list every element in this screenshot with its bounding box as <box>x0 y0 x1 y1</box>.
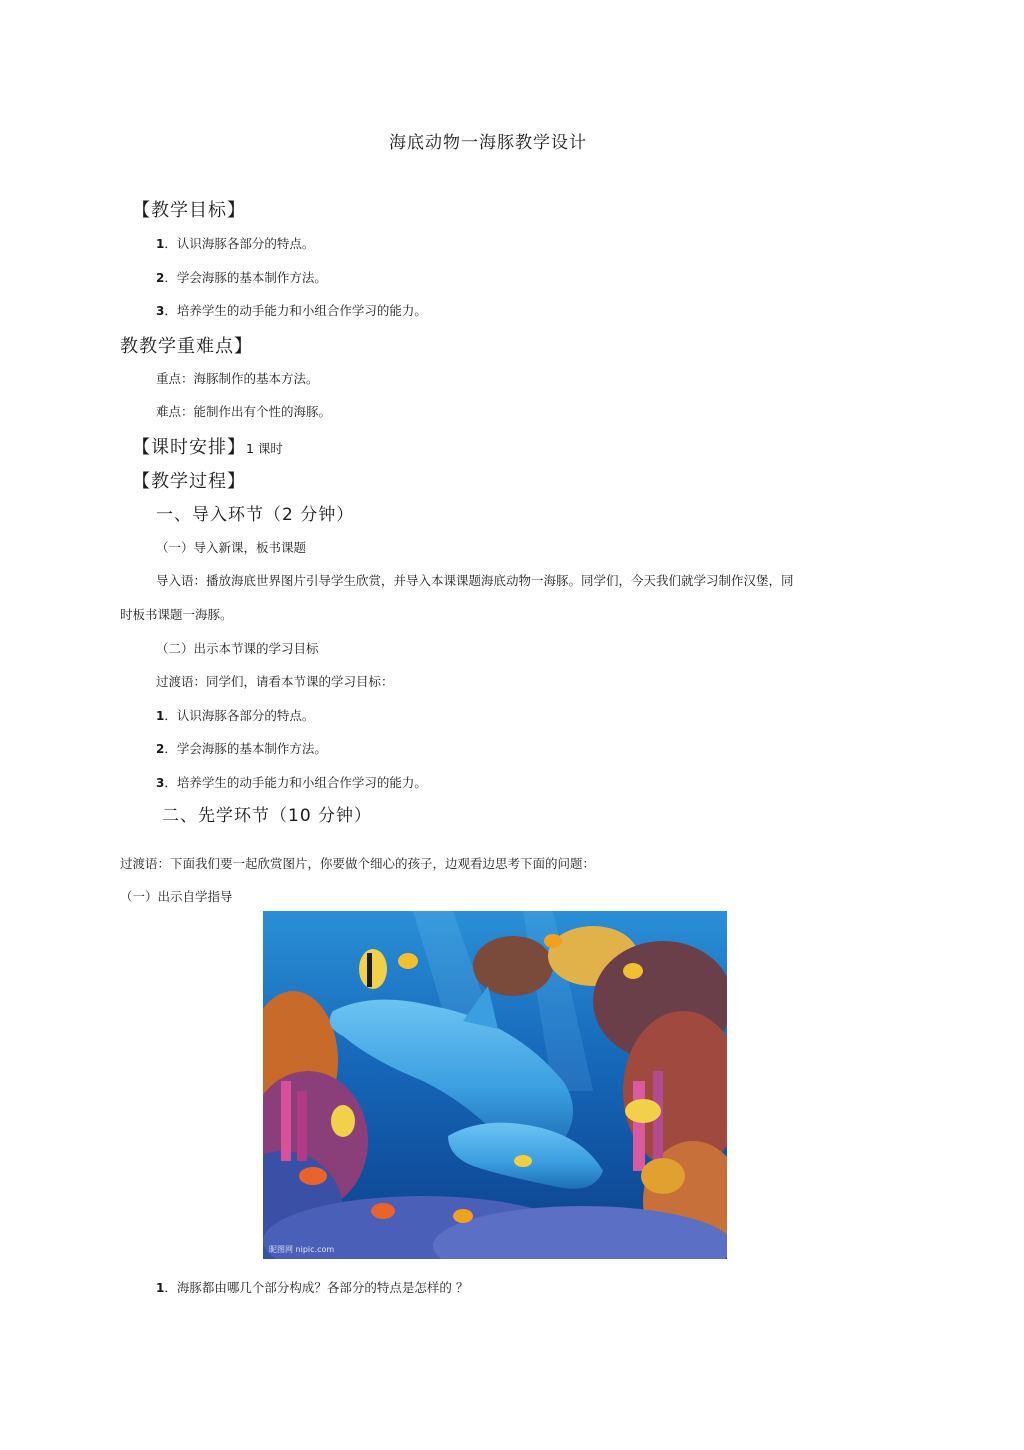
objectives-heading: 【教学目标】 <box>132 200 246 221</box>
section2-transition: 过渡语：下面我们要一起欣赏图片，你要做个细心的孩子，边观看边思考下面的问题： <box>120 856 596 871</box>
intro-line-1: 导入语：播放海底世界图片引导学生欣赏，并导入本课课题海底动物一海豚。同学们，今天我们就学习制作汉堡，同 <box>156 573 794 588</box>
section1-sub2: （二）出示本节课的学习目标 <box>156 641 319 656</box>
section1-transition: 过渡语：同学们，请看本节课的学习目标： <box>156 674 394 689</box>
document-title: 海底动物一海豚教学设计 <box>389 133 587 153</box>
goal-item-1: 1．认识海豚各部分的特点。 <box>156 708 315 723</box>
section2-sub1: （一）出示自学指导 <box>120 889 233 904</box>
ocean-dolphin-illustration <box>263 911 727 1259</box>
difficult-point: 难点：能制作出有个性的海豚。 <box>156 404 332 419</box>
image-watermark: 昵图网 nipic.com <box>269 1245 335 1254</box>
schedule-value: 1 课时 <box>246 441 283 456</box>
goal-item-3: 3．培养学生的动手能力和小组合作学习的能力。 <box>156 775 427 790</box>
schedule-heading: 【课时安排】 <box>132 437 246 458</box>
question-1: 1．海豚都由哪几个部分构成？各部分的特点是怎样的 ？ <box>156 1280 469 1295</box>
key-point: 重点：海豚制作的基本方法。 <box>156 371 319 386</box>
section1-heading: 一、导入环节（2 分钟） <box>156 505 355 525</box>
objective-item-3: 3．培养学生的动手能力和小组合作学习的能力。 <box>156 303 427 318</box>
key-points-heading: 教教学重难点】 <box>120 336 253 357</box>
goal-item-2: 2．学会海豚的基本制作方法。 <box>156 741 327 756</box>
section1-sub1: （一）导入新课，板书课题 <box>156 540 307 555</box>
intro-line-2: 时板书课题一海豚。 <box>120 607 233 622</box>
process-heading: 【教学过程】 <box>132 471 246 492</box>
objective-item-2: 2．学会海豚的基本制作方法。 <box>156 270 327 285</box>
section2-heading: 二、先学环节（10 分钟） <box>162 806 373 826</box>
schedule-line <box>132 439 283 457</box>
objective-item-1: 1．认识海豚各部分的特点。 <box>156 236 315 251</box>
